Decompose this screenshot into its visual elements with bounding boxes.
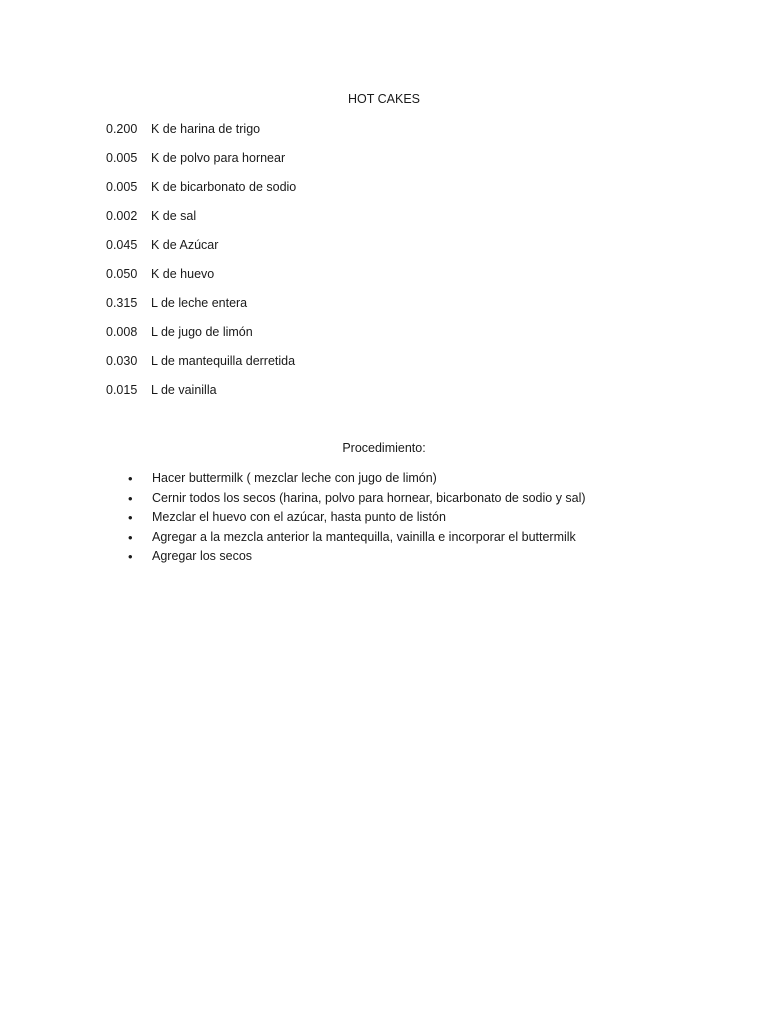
ingredient-item [106, 324, 296, 353]
procedure-step [128, 490, 586, 510]
procedure-step-text: Agregar los secos [152, 549, 253, 563]
procedure-step-text: Mezclar el huevo con el azúcar, hasta punto de listón [152, 510, 446, 524]
ingredient-quantity: 0.002 [106, 209, 138, 223]
ingredient-item [106, 121, 296, 150]
ingredient-description: K de huevo [151, 267, 215, 281]
ingredient-list [106, 121, 296, 411]
ingredient-description: K de bicarbonato de sodio [151, 180, 297, 194]
ingredient-quantity: 0.315 [106, 296, 138, 310]
ingredient-description: L de jugo de limón [151, 325, 253, 339]
ingredient-description: L de leche entera [151, 296, 248, 310]
bullet-icon: • [128, 549, 133, 564]
procedure-heading: Procedimiento: [342, 441, 426, 455]
ingredient-item [106, 179, 296, 208]
procedure-step-text: Agregar a la mezcla anterior la mantequilla, vainilla e incorporar el buttermilk [152, 529, 576, 544]
ingredient-description: L de mantequilla derretida [151, 354, 296, 368]
ingredient-item [106, 266, 296, 295]
ingredient-description: L de vainilla [151, 383, 217, 397]
bullet-icon: • [128, 471, 133, 486]
procedure-step [128, 529, 586, 549]
ingredient-description: K de Azúcar [151, 238, 219, 252]
procedure-step-text: Hacer buttermilk ( mezclar leche con jugo de limón) [152, 471, 437, 485]
ingredient-description: K de polvo para hornear [151, 151, 286, 165]
bullet-icon: • [128, 490, 133, 506]
procedure-step [128, 470, 586, 490]
procedure-step-text: Cernir todos los secos (harina, polvo para hornear, bicarbonato de sodio y sal) [152, 490, 586, 505]
ingredient-quantity: 0.200 [106, 122, 138, 136]
bullet-icon: • [128, 529, 133, 545]
ingredient-item [106, 237, 296, 266]
ingredient-description: K de sal [151, 209, 197, 223]
ingredient-item [106, 208, 296, 237]
bullet-icon: • [128, 510, 133, 525]
ingredient-quantity: 0.050 [106, 267, 138, 281]
ingredient-quantity: 0.005 [106, 151, 138, 165]
ingredient-item [106, 382, 296, 411]
ingredient-quantity: 0.045 [106, 238, 138, 252]
ingredient-item [106, 353, 296, 382]
ingredient-description: K de harina de trigo [151, 122, 261, 136]
ingredient-item [106, 150, 296, 179]
ingredient-quantity: 0.015 [106, 383, 138, 397]
ingredient-quantity: 0.008 [106, 325, 138, 339]
procedure-step [128, 548, 586, 568]
ingredient-quantity: 0.005 [106, 180, 138, 194]
recipe-title: HOT CAKES [347, 92, 420, 106]
procedure-step [128, 509, 586, 529]
ingredient-item [106, 295, 296, 324]
procedure-step-list [128, 470, 586, 568]
ingredient-quantity: 0.030 [106, 354, 138, 368]
